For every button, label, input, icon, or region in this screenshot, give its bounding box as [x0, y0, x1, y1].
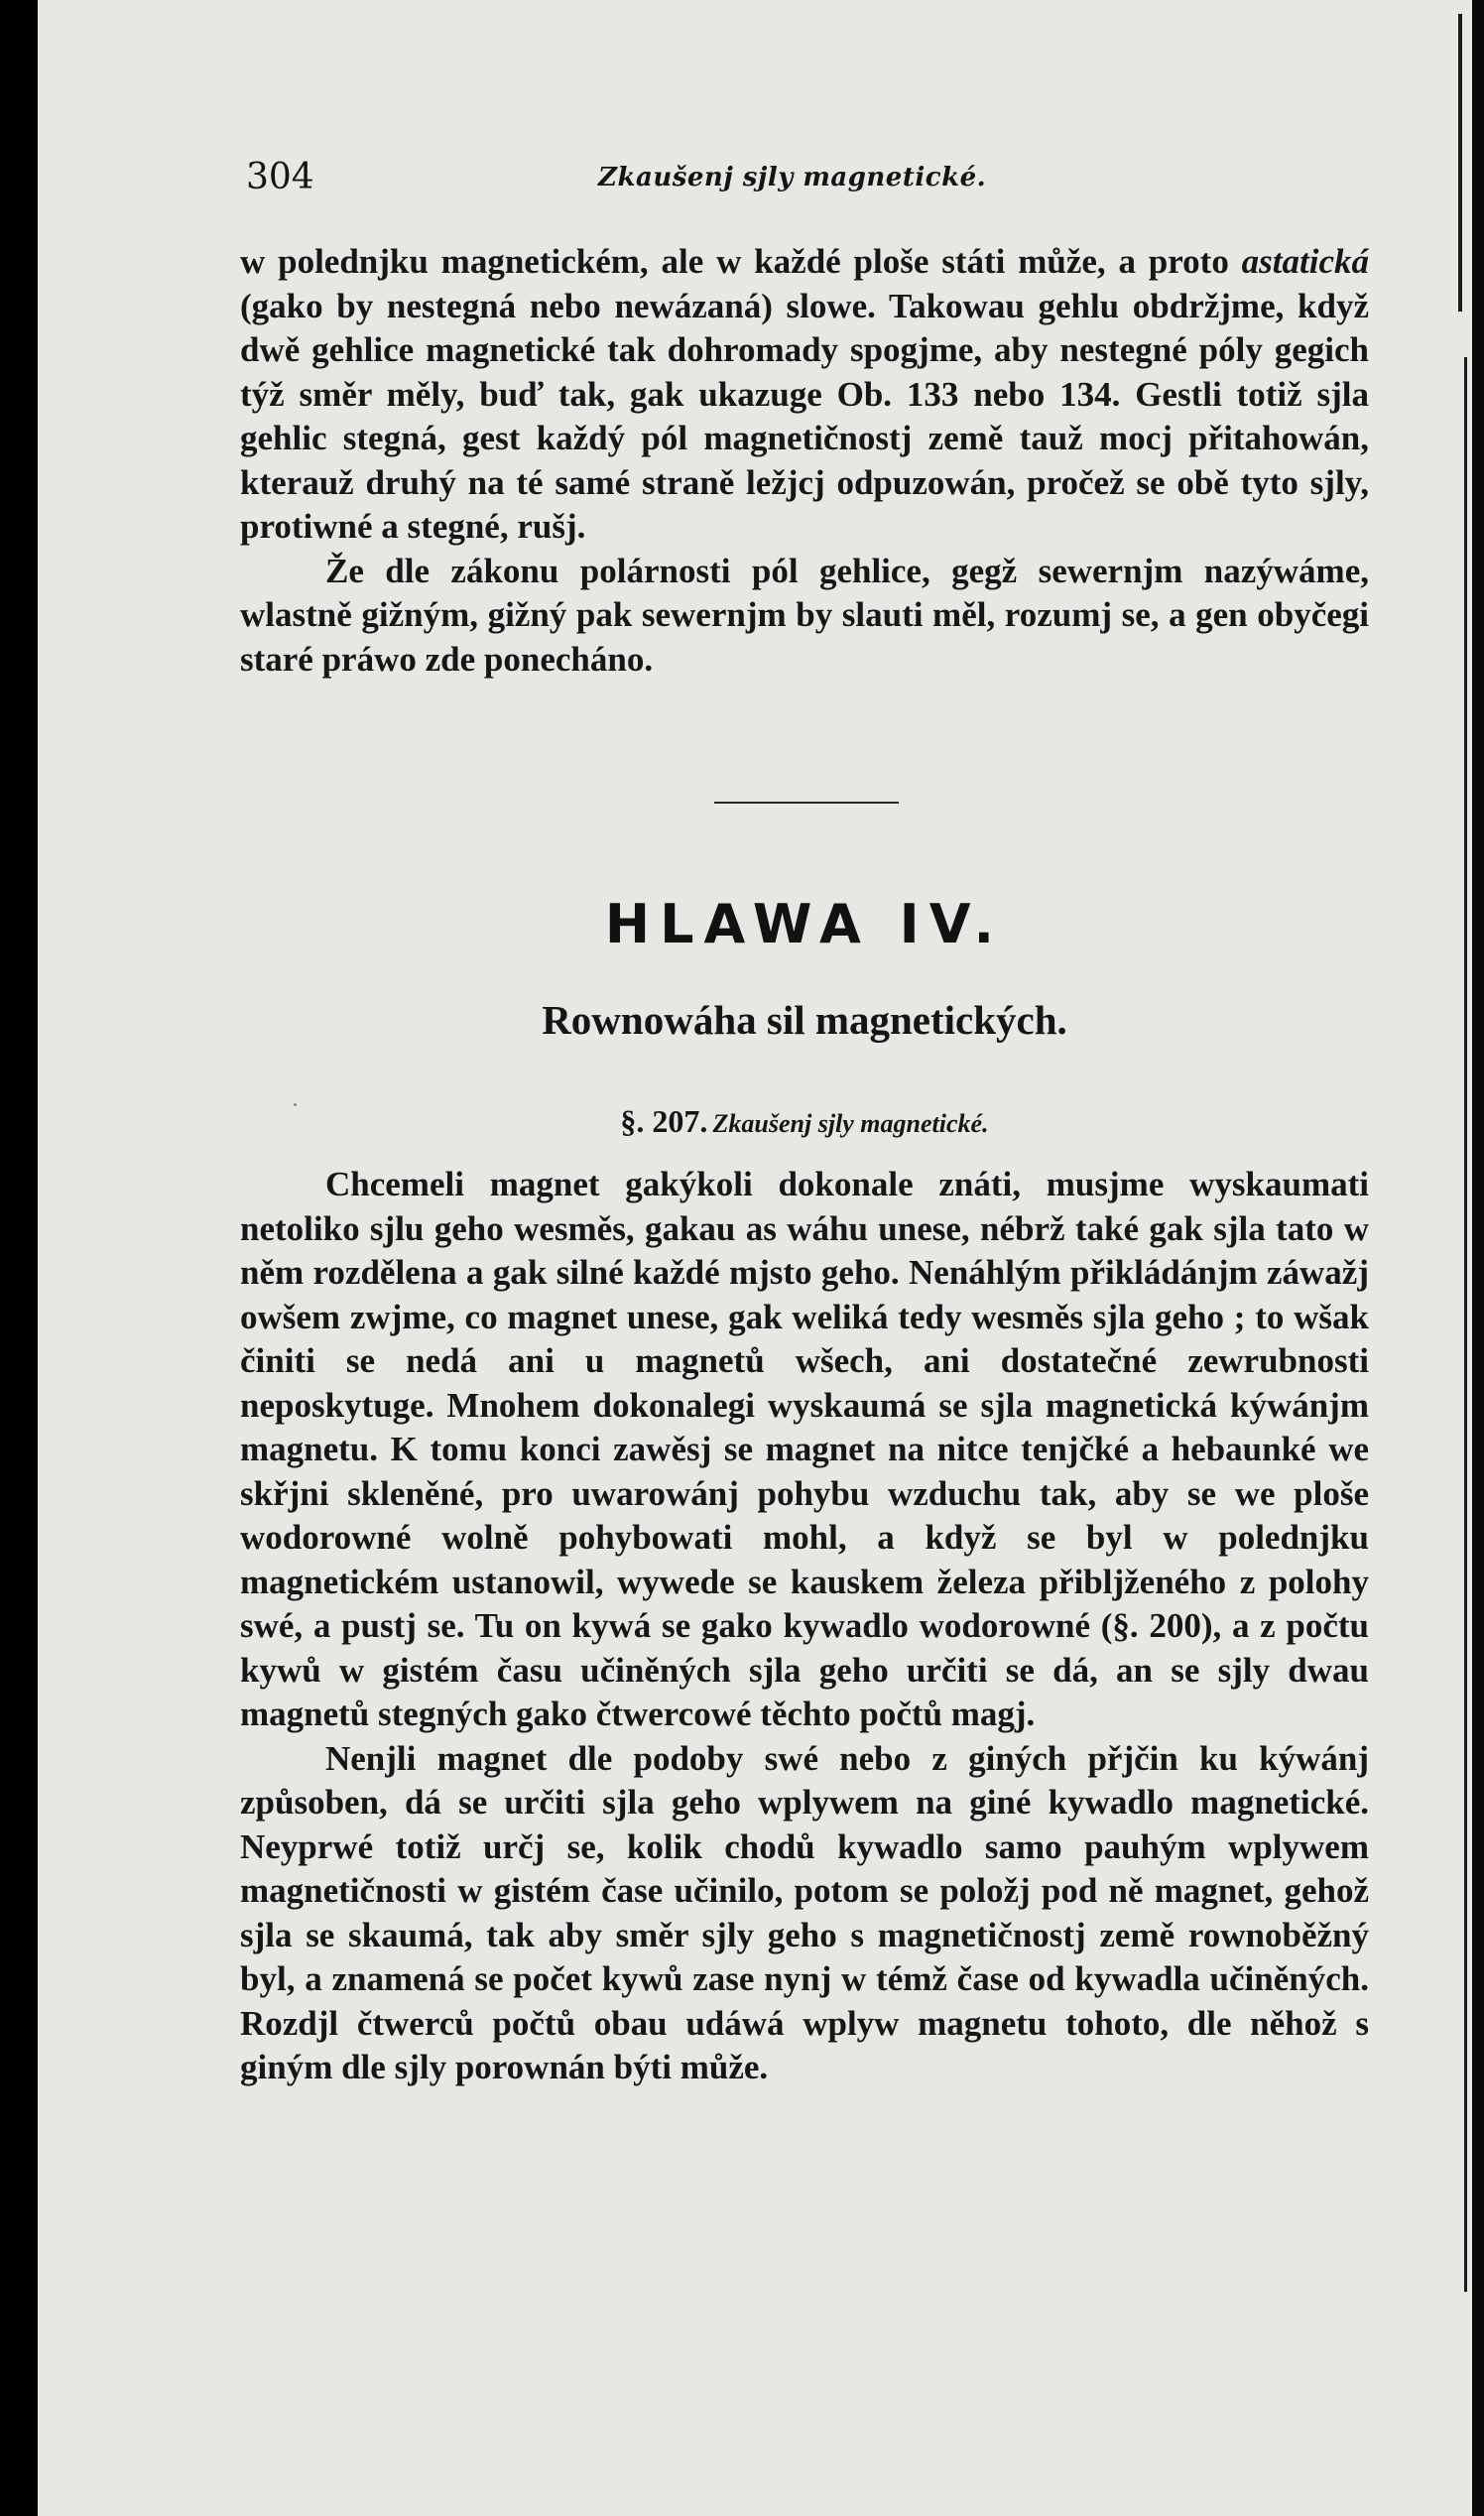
running-head [246, 157, 1367, 206]
paragraph: Že dle zákonu polárnosti pól gehlice, gegž sewernjm nazýwáme, wlastně gižným, gižný pak sewernjm by slauti měl, rozumj se, a gen obyčegi staré práwo zde ponecháno. [240, 551, 1369, 679]
section-divider [714, 802, 899, 804]
top-text-block [240, 240, 1369, 682]
running-title: Zkaušenj sjly magnetické. [598, 163, 987, 192]
scan-edge-line [1464, 357, 1467, 2292]
section-title: Zkaušenj sjly magnetické. [712, 1109, 989, 1138]
section-text-block [240, 1163, 1369, 2090]
scan-edge-line [1458, 14, 1462, 312]
chapter-subtitle: Rownowáha sil magnetických. [542, 997, 1067, 1043]
paragraph-text: w polednjku magnetickém, ale w každé ploše státi může, a proto [240, 242, 1242, 281]
italic-term: astatická [1241, 242, 1369, 281]
paragraph: Nenjli magnet dle podoby swé nebo z giných přjčin ku kýwánj způsoben, dá se určiti sjla geho wplywem na giné kywadlo magnetické. Neyprwé totiž určj se, kolik chodů kywadlo samo pauhým wplywem magnetičnosti w gistém čase učinilo, potom se položj pod ně magnet, gehož sjla se skaumá, tak aby směr sjly geho s magnetičnostj země rownoběžný byl, a znamená se počet kywů zase nynj w témž čase od kywadla učiněných. Rozdjl čtwerců počtů obau udáwá wplyw magnetu tohoto, dle něhož s giným dle sjly porownán býti může. [240, 1738, 1369, 2086]
paragraph: Chcemeli magnet gakýkoli dokonale znáti, musjme wyskaumati netoliko sjlu geho wesměs, gakau as wáhu unese, nébrž také gak sjla tato w něm rozdělena a gak silné každé mjsto geho. Nenáhlým přikládánjm záwažj owšem zwjme, co magnet unese, gak weliká tedy wesměs sjla geho ; to wšak činiti se nedá ani u magnetů wšech, ani dostatečné zewrubnosti neposkytuge. Mnohem dokonalegi wyskaumá se sjla magnetická kýwánjm magnetu. K tomu konci zawěsj se magnet na nitce tenjčké a hebaunké we skřjni skleněné, pro uwarowánj pohybu wzduchu tak, aby se we ploše wodorowné wolně pohybowati mohl, a když se byl w polednjku magnetickém ustanowil, wywede se kauskem železa přibljženého z polohy swé, a pustj se. Tu on kywá se gako kywadlo wodorowné (§. 200), a z počtu kywů w gistém času učiněných sjla geho určiti se dá, an se sjly dwau magnetů stegných gako čtwercowé těchto počtů magj. [240, 1165, 1369, 1733]
paragraph-text: (gako by nestegná nebo newázaná) slowe. Takowau gehlu obdržjme, když dwě gehlice magnetické tak dohromady spogjme, aby nestegné póly gegich týž směr měly, buď tak, gak ukazuge Ob. 133 nebo 134. Gestli totiž sjla gehlic stegná, gest každý pól magnetičnostj země tauž mocj přitahowán, kterauž druhý na té samé straně ležjcj odpuzowán, pročež se obě tyto sjly, protiwné a stegné, rušj. [240, 286, 1369, 546]
chapter-heading: HLAWA IV. [604, 893, 1005, 955]
section-heading [240, 1103, 1369, 1140]
page-number: 304 [246, 157, 314, 197]
section-number: §. 207. [620, 1103, 708, 1139]
scan-border [1472, 0, 1484, 2516]
paragraph [240, 240, 1369, 550]
